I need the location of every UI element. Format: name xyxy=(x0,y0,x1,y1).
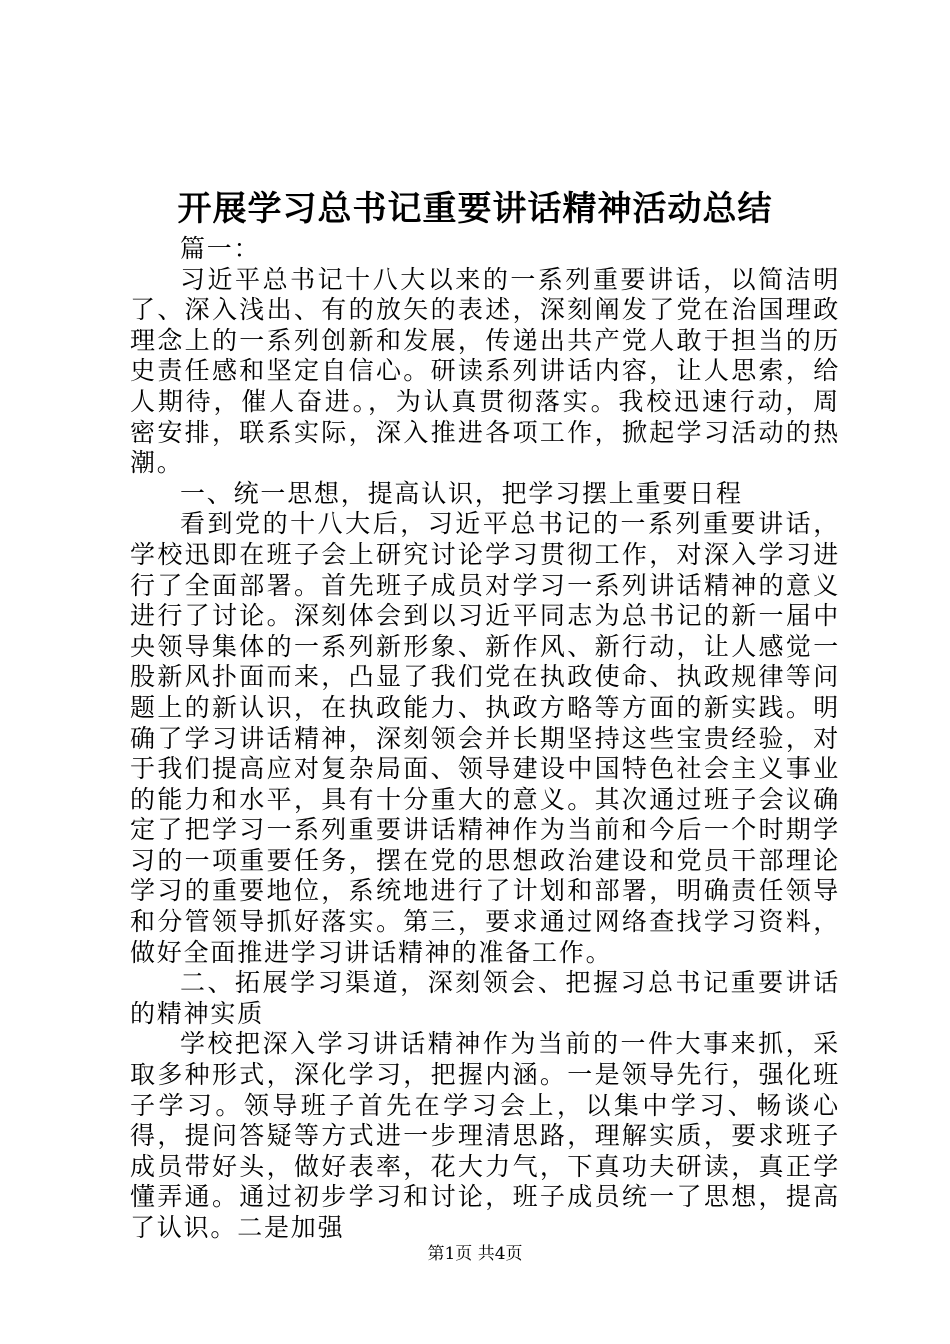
body-paragraph: 习近平总书记十八大以来的一系列重要讲话，以简洁明了、深入浅出、有的放矢的表述，深刻阐发了党在治国理政理念上的一系列创新和发展，传递出共产党人敢于担当的历史责任感和坚定自信心。研读系列讲话内容，让人思索，给人期待，催人奋进。，为认真贯彻落实。我校迅速行动，周密安排，联系实际，深入推进各项工作，掀起学习活动的热潮。 xyxy=(130,264,840,478)
body-paragraph: 看到党的十八大后，习近平总书记的一系列重要讲话，学校迅即在班子会上研究讨论学习贯彻工作，对深入学习进行了全面部署。首先班子成员对学习一系列讲话精神的意义进行了讨论。深刻体会到以习近平同志为总书记的新一届中央领导集体的一系列新形象、新作风、新行动，让人感觉一股新风扑面而来，凸显了我们党在执政使命、执政规律等问题上的新认识，在执政能力、执政方略等方面的新实践。明确了学习讲话精神，深刻领会并长期坚持这些宝贵经验，对于我们提高应对复杂局面、领导建设中国特色社会主义事业的能力和水平，具有十分重大的意义。其次通过班子会议确定了把学习一系列重要讲话精神作为当前和今后一个时期学习的一项重要任务，摆在党的思想政治建设和党员干部理论学习的重要地位，系统地进行了计划和部署，明确责任领导和分管领导抓好落实。第三，要求通过网络查找学习资料，做好全面推进学习讲话精神的准备工作。 xyxy=(130,509,840,967)
document-body xyxy=(130,234,840,1244)
page-number: 第1页 共4页 xyxy=(427,1244,523,1264)
section-heading: 二、拓展学习渠道，深刻领会、把握习总书记重要讲话的精神实质 xyxy=(130,968,840,1028)
document-title: 开展学习总书记重要讲话精神活动总结 xyxy=(177,189,773,229)
body-paragraph: 学校把深入学习讲话精神作为当前的一件大事来抓，采取多种形式，深化学习，把握内涵。一是领导先行，强化班子学习。领导班子首先在学习会上，以集中学习、畅谈心得，提问答疑等方式进一步理清思路，理解实质，要求班子成员带好头，做好表率，花大力气，下真功夫研读，真正学懂弄通。通过初步学习和讨论，班子成员统一了思想，提高了认识。二是加强 xyxy=(130,1029,840,1242)
section-heading: 一、统一思想，提高认识，把学习摆上重要日程 xyxy=(180,478,743,508)
section-label: 篇一： xyxy=(180,234,261,263)
